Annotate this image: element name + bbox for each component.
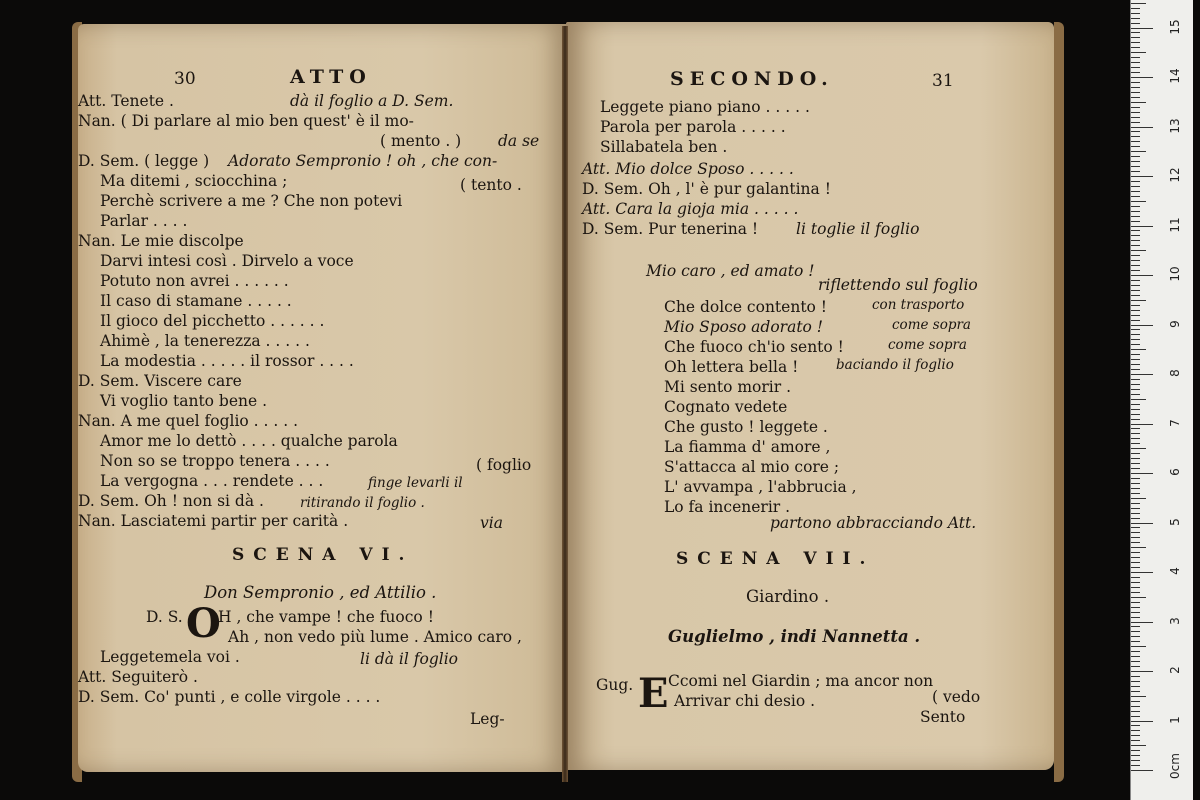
left-page-text-line: Non so se troppo tenera . . . . bbox=[100, 452, 330, 470]
left-page-text-line: Ma ditemi , sciocchina ; bbox=[100, 172, 288, 190]
ruler-tick bbox=[1131, 87, 1140, 88]
ruler-tick bbox=[1131, 102, 1146, 103]
ruler-label: 8 bbox=[1168, 369, 1182, 377]
ruler-tick bbox=[1131, 468, 1140, 469]
right-page-text-line: come sopra bbox=[888, 337, 967, 353]
ruler-tick bbox=[1131, 448, 1146, 449]
ruler-tick bbox=[1131, 513, 1140, 514]
ruler-label: 0cm bbox=[1168, 753, 1182, 779]
ruler-tick bbox=[1131, 745, 1146, 746]
ruler-label: 15 bbox=[1168, 18, 1182, 35]
ruler-tick bbox=[1131, 320, 1140, 321]
ruler-tick bbox=[1131, 23, 1140, 24]
left-page-text-line: Nan. A me quel foglio . . . . . bbox=[78, 412, 299, 430]
ruler-tick bbox=[1131, 691, 1140, 692]
left-page-text-line: Ahimè , la tenerezza . . . . . bbox=[100, 332, 310, 350]
ruler-tick bbox=[1131, 67, 1140, 68]
right-page-text-line: Mio Sposo adorato ! bbox=[664, 318, 824, 336]
right-page-text-line: Arrivar chi desio . bbox=[674, 692, 816, 710]
left-page-text-line: Parlar . . . . bbox=[100, 212, 188, 230]
ruler-label: 12 bbox=[1168, 167, 1182, 183]
left-page-text-line: Nan. Lasciatemi partir per carità . bbox=[78, 512, 349, 530]
left-page-text-line: H , che vampe ! che fuoco ! bbox=[218, 608, 434, 626]
right-page-text-line: Sillabatela ben . bbox=[600, 138, 728, 156]
ruler-tick bbox=[1131, 394, 1140, 395]
ruler-tick bbox=[1131, 37, 1140, 38]
left-page-text-line: Vi voglio tanto bene . bbox=[100, 392, 268, 410]
ruler-tick bbox=[1131, 52, 1146, 53]
ruler-tick bbox=[1131, 315, 1140, 316]
ruler-tick bbox=[1131, 587, 1140, 588]
ruler-tick bbox=[1131, 602, 1140, 603]
ruler-tick bbox=[1131, 32, 1140, 33]
ruler-tick bbox=[1131, 82, 1140, 83]
ruler-tick bbox=[1131, 537, 1140, 538]
ruler-tick bbox=[1131, 240, 1140, 241]
ruler-tick bbox=[1131, 354, 1140, 355]
ruler-label: 5 bbox=[1168, 517, 1182, 526]
ruler-tick bbox=[1131, 631, 1140, 632]
dropcap-letter-right: E bbox=[638, 670, 669, 717]
ruler-tick bbox=[1131, 399, 1146, 400]
ruler-tick bbox=[1131, 107, 1140, 108]
left-page-text-line: via bbox=[480, 514, 503, 532]
ruler-tick bbox=[1131, 92, 1140, 93]
ruler-tick bbox=[1131, 626, 1140, 627]
ruler-tick bbox=[1131, 221, 1140, 222]
ruler-tick bbox=[1131, 681, 1140, 682]
ruler-tick bbox=[1131, 230, 1140, 231]
running-head-left: ATTO bbox=[290, 66, 372, 88]
ruler-tick bbox=[1131, 527, 1140, 528]
ruler-tick bbox=[1131, 359, 1140, 360]
left-page-text-line: Nan. ( Di parlare al mio ben quest' è il mo- bbox=[78, 112, 414, 130]
ruler-tick bbox=[1131, 498, 1146, 499]
ruler-tick bbox=[1131, 245, 1140, 246]
ruler-tick bbox=[1131, 369, 1140, 370]
ruler-tick bbox=[1131, 740, 1140, 741]
ruler-tick bbox=[1131, 8, 1140, 9]
ruler-label: 10 bbox=[1168, 266, 1182, 282]
right-page-text-line: Lo fa incenerir . bbox=[664, 498, 791, 516]
scene-heading-left: SCENA VI. bbox=[232, 545, 414, 565]
left-page-text-line: Adorato Sempronio ! oh , che con- bbox=[228, 152, 498, 170]
left-page-text-line: Il gioco del picchetto . . . . . . bbox=[100, 312, 325, 330]
ruler-tick bbox=[1131, 389, 1140, 390]
ruler-tick bbox=[1131, 562, 1140, 563]
ruler-tick bbox=[1131, 260, 1140, 261]
right-page-text-line: li toglie il foglio bbox=[796, 220, 920, 238]
right-page-text-line: Cognato vedete bbox=[664, 398, 788, 416]
ruler-tick bbox=[1131, 730, 1140, 731]
dropcap-letter-left: O bbox=[186, 600, 221, 647]
left-page-text-line: Ah , non vedo più lume . Amico caro , bbox=[228, 628, 522, 646]
ruler-tick bbox=[1131, 339, 1140, 340]
ruler-tick bbox=[1131, 750, 1140, 751]
ruler-label: 4 bbox=[1168, 567, 1182, 575]
ruler-tick bbox=[1131, 597, 1146, 598]
right-page-text-line: con trasporto bbox=[872, 297, 965, 313]
right-page-text-line: come sopra bbox=[892, 317, 971, 333]
ruler-tick bbox=[1131, 136, 1140, 137]
ruler-tick bbox=[1131, 755, 1140, 756]
ruler-tick bbox=[1131, 235, 1140, 236]
dropcap-speaker-right: Gug. bbox=[596, 676, 634, 694]
ruler-tick bbox=[1131, 57, 1140, 58]
ruler-tick bbox=[1131, 493, 1140, 494]
right-page-text-line: Sento bbox=[920, 708, 966, 726]
page-number-right: 31 bbox=[932, 71, 954, 91]
ruler-tick bbox=[1131, 725, 1140, 726]
ruler-tick bbox=[1131, 47, 1140, 48]
left-page-text-line: da se bbox=[498, 132, 540, 150]
ruler-tick bbox=[1131, 310, 1140, 311]
left-page-text-line: li dà il foglio bbox=[360, 650, 459, 668]
ruler-label: 9 bbox=[1168, 319, 1182, 328]
ruler-tick bbox=[1131, 483, 1140, 484]
right-page-text-line: riflettendo sul foglio bbox=[818, 276, 978, 294]
left-page-text-line: Nan. Le mie discolpe bbox=[78, 232, 244, 250]
ruler-tick bbox=[1131, 211, 1140, 212]
ruler-tick bbox=[1131, 424, 1153, 425]
ruler-tick bbox=[1131, 701, 1140, 702]
ruler-tick bbox=[1131, 191, 1140, 192]
left-page-text-line: Il caso di stamane . . . . . bbox=[100, 292, 292, 310]
right-page-text-line: D. Sem. Pur tenerina ! bbox=[582, 220, 759, 238]
ruler-label: 1 bbox=[1168, 715, 1182, 724]
ruler-tick bbox=[1131, 577, 1140, 578]
ruler-tick bbox=[1131, 226, 1153, 227]
ruler-tick bbox=[1131, 542, 1140, 543]
ruler-tick bbox=[1131, 127, 1153, 128]
right-page-text-line: Oh lettera bella ! bbox=[664, 358, 799, 376]
ruler-tick bbox=[1131, 518, 1140, 519]
ruler-tick bbox=[1131, 523, 1153, 524]
right-page-text-line: Mi sento morir . bbox=[664, 378, 792, 396]
ruler-tick bbox=[1131, 384, 1140, 385]
right-page-text-line: Che gusto ! leggete . bbox=[664, 418, 828, 436]
ruler-tick bbox=[1131, 171, 1140, 172]
ruler-label: 3 bbox=[1168, 616, 1182, 625]
ruler-tick bbox=[1131, 572, 1153, 573]
ruler-tick bbox=[1131, 409, 1140, 410]
ruler-tick bbox=[1131, 329, 1140, 330]
ruler-tick bbox=[1131, 765, 1140, 766]
ruler-tick bbox=[1131, 141, 1140, 142]
ruler-tick bbox=[1131, 325, 1153, 326]
right-page-text-line: S'attacca al mio core ; bbox=[664, 458, 840, 476]
ruler-tick bbox=[1131, 716, 1140, 717]
page-number-left: 30 bbox=[174, 69, 196, 89]
ruler-tick bbox=[1131, 706, 1140, 707]
right-page-text-line: L' avvampa , l'abbrucia , bbox=[664, 478, 857, 496]
ruler-label: 2 bbox=[1168, 666, 1182, 674]
ruler-tick bbox=[1131, 438, 1140, 439]
left-page-text-line: finge levarli il bbox=[368, 475, 463, 491]
ruler-tick bbox=[1131, 270, 1140, 271]
ruler-tick bbox=[1131, 166, 1140, 167]
ruler-tick bbox=[1131, 344, 1140, 345]
ruler-tick bbox=[1131, 255, 1140, 256]
ruler-label: 14 bbox=[1168, 68, 1182, 84]
ruler-tick bbox=[1131, 557, 1140, 558]
left-page-text-line: ritirando il foglio . bbox=[300, 495, 425, 511]
ruler-tick bbox=[1131, 532, 1140, 533]
right-page-text-line: Parola per parola . . . . . bbox=[600, 118, 786, 136]
left-page-text-line: ( mento . ) bbox=[380, 132, 462, 150]
left-page-text-line: dà il foglio a D. Sem. bbox=[290, 92, 454, 110]
ruler-tick bbox=[1131, 176, 1153, 177]
ruler-tick bbox=[1131, 62, 1140, 63]
ruler-tick bbox=[1131, 364, 1140, 365]
ruler-tick bbox=[1131, 711, 1140, 712]
ruler-tick bbox=[1131, 760, 1140, 761]
right-page-text-line: baciando il foglio bbox=[836, 357, 954, 373]
left-page-text-line: Darvi intesi così . Dirvelo a voce bbox=[100, 252, 354, 270]
ruler-tick bbox=[1131, 265, 1140, 266]
ruler-tick bbox=[1131, 433, 1140, 434]
ruler-tick bbox=[1131, 651, 1140, 652]
ruler-tick bbox=[1131, 666, 1140, 667]
ruler-tick bbox=[1131, 196, 1140, 197]
right-page-text-line: Att. Cara la gioja mia . . . . . bbox=[582, 200, 799, 218]
right-page-text-line: ( vedo bbox=[932, 688, 981, 706]
ruler-tick bbox=[1131, 285, 1140, 286]
ruler-tick bbox=[1131, 547, 1146, 548]
right-page-text-line: Ccomi nel Giardin ; ma ancor non bbox=[668, 672, 934, 690]
ruler-tick bbox=[1131, 18, 1140, 19]
ruler-tick bbox=[1131, 186, 1140, 187]
left-page-text-line: ( foglio bbox=[476, 456, 532, 474]
ruler-tick bbox=[1131, 453, 1140, 454]
left-page-text-line: ( tento . bbox=[460, 176, 522, 194]
ruler-tick bbox=[1131, 97, 1140, 98]
scene-heading-right: SCENA VII. bbox=[676, 549, 875, 569]
left-page-text-line: Perchè scrivere a me ? Che non potevi bbox=[100, 192, 403, 210]
left-page-text-line: La modestia . . . . . il rossor . . . . bbox=[100, 352, 354, 370]
left-page-text-line: Leg- bbox=[470, 710, 505, 728]
ruler-tick bbox=[1131, 404, 1140, 405]
dropcap-speaker-left: D. S. bbox=[146, 608, 183, 626]
ruler-tick bbox=[1131, 641, 1140, 642]
ruler-label: 13 bbox=[1168, 117, 1182, 134]
ruler-tick bbox=[1131, 305, 1140, 306]
ruler-label: 7 bbox=[1168, 418, 1182, 427]
left-page-text-line: Amor me lo dettò . . . . qualche parola bbox=[100, 432, 398, 450]
ruler-tick bbox=[1131, 181, 1140, 182]
ruler-tick bbox=[1131, 280, 1140, 281]
ruler-tick bbox=[1131, 607, 1140, 608]
ruler-tick bbox=[1131, 349, 1146, 350]
ruler-tick bbox=[1131, 77, 1153, 78]
ruler-tick bbox=[1131, 250, 1146, 251]
right-page-text-line: D. Sem. Oh , l' è pur galantina ! bbox=[582, 180, 831, 198]
right-page-text-line: La fiamma d' amore , bbox=[664, 438, 831, 456]
ruler-tick bbox=[1131, 28, 1153, 29]
right-page-text-line: Che dolce contento ! bbox=[664, 298, 828, 316]
ruler-tick bbox=[1131, 458, 1140, 459]
ruler-tick bbox=[1131, 582, 1140, 583]
ruler-tick bbox=[1131, 414, 1140, 415]
ruler-tick bbox=[1131, 42, 1140, 43]
ruler-tick bbox=[1131, 156, 1140, 157]
left-page-text-line: La vergogna . . . rendete . . . bbox=[100, 472, 324, 490]
ruler-tick bbox=[1131, 622, 1153, 623]
ruler-tick bbox=[1131, 503, 1140, 504]
ruler-tick bbox=[1131, 117, 1140, 118]
ruler-tick bbox=[1131, 463, 1140, 464]
ruler-tick bbox=[1131, 206, 1140, 207]
ruler-tick bbox=[1131, 295, 1140, 296]
left-page-text-line: D. Sem. ( legge ) bbox=[78, 152, 210, 170]
ruler-tick bbox=[1131, 661, 1140, 662]
ruler-tick bbox=[1131, 201, 1146, 202]
ruler-tick bbox=[1131, 131, 1140, 132]
ruler-tick bbox=[1131, 676, 1140, 677]
ruler-tick bbox=[1131, 146, 1140, 147]
ruler-tick bbox=[1131, 13, 1140, 14]
left-page-text-line: Att. Tenete . bbox=[78, 92, 174, 110]
ruler-tick bbox=[1131, 374, 1153, 375]
ruler-tick bbox=[1131, 419, 1140, 420]
scene-characters-left: Don Sempronio , ed Attilio . bbox=[204, 583, 437, 602]
ruler-tick bbox=[1131, 488, 1140, 489]
ruler-tick bbox=[1131, 612, 1140, 613]
running-head-right: SECONDO. bbox=[670, 68, 834, 90]
ruler-tick bbox=[1131, 428, 1140, 429]
ruler-tick bbox=[1131, 592, 1140, 593]
ruler-tick bbox=[1131, 216, 1140, 217]
left-page-text-line: D. Sem. Viscere care bbox=[78, 372, 242, 390]
ruler-tick bbox=[1131, 552, 1140, 553]
ruler-tick bbox=[1131, 646, 1146, 647]
ruler-tick bbox=[1131, 275, 1153, 276]
ruler-tick bbox=[1131, 735, 1140, 736]
ruler-tick bbox=[1131, 478, 1140, 479]
left-page-text-line: Leggetemela voi . bbox=[100, 648, 240, 666]
ruler-tick bbox=[1131, 770, 1153, 771]
ruler-tick bbox=[1131, 473, 1153, 474]
ruler-tick bbox=[1131, 443, 1140, 444]
right-page-edge bbox=[1054, 22, 1064, 782]
ruler-tick bbox=[1131, 686, 1140, 687]
ruler-tick bbox=[1131, 122, 1140, 123]
ruler-tick bbox=[1131, 151, 1146, 152]
ruler-tick bbox=[1131, 567, 1140, 568]
left-page-text-line: D. Sem. Co' punti , e colle virgole . . . . bbox=[78, 688, 381, 706]
book-gutter bbox=[562, 26, 568, 782]
ruler-tick bbox=[1131, 379, 1140, 380]
ruler-tick bbox=[1131, 72, 1140, 73]
ruler-tick bbox=[1131, 290, 1140, 291]
ruler-tick bbox=[1131, 300, 1146, 301]
scene-setting-right: Giardino . bbox=[746, 587, 830, 606]
measurement-ruler bbox=[1130, 0, 1193, 800]
ruler-label: 6 bbox=[1168, 468, 1182, 476]
ruler-tick bbox=[1131, 508, 1140, 509]
ruler-tick bbox=[1131, 671, 1153, 672]
left-page-text-line: D. Sem. Oh ! non si dà . bbox=[78, 492, 264, 510]
ruler-tick bbox=[1131, 721, 1153, 722]
ruler-label: 11 bbox=[1168, 216, 1182, 233]
left-page-text-line: Potuto non avrei . . . . . . bbox=[100, 272, 289, 290]
ruler-tick bbox=[1131, 656, 1140, 657]
ruler-tick bbox=[1131, 3, 1146, 4]
right-page-text-line: Att. Mio dolce Sposo . . . . . bbox=[582, 160, 794, 178]
right-page-text-line: partono abbracciando Att. bbox=[770, 514, 977, 532]
ruler-tick bbox=[1131, 696, 1146, 697]
ruler-tick bbox=[1131, 161, 1140, 162]
right-page-text-line: Leggete piano piano . . . . . bbox=[600, 98, 810, 116]
ruler-tick bbox=[1131, 617, 1140, 618]
ruler-tick bbox=[1131, 334, 1140, 335]
right-page-text-line: Mio caro , ed amato ! bbox=[646, 262, 815, 280]
left-page-text-line: Att. Seguiterò . bbox=[78, 668, 198, 686]
scene-characters-right: Guglielmo , indi Nannetta . bbox=[668, 627, 921, 646]
ruler-tick bbox=[1131, 112, 1140, 113]
right-page-text-line: Che fuoco ch'io sento ! bbox=[664, 338, 844, 356]
ruler-tick bbox=[1131, 636, 1140, 637]
